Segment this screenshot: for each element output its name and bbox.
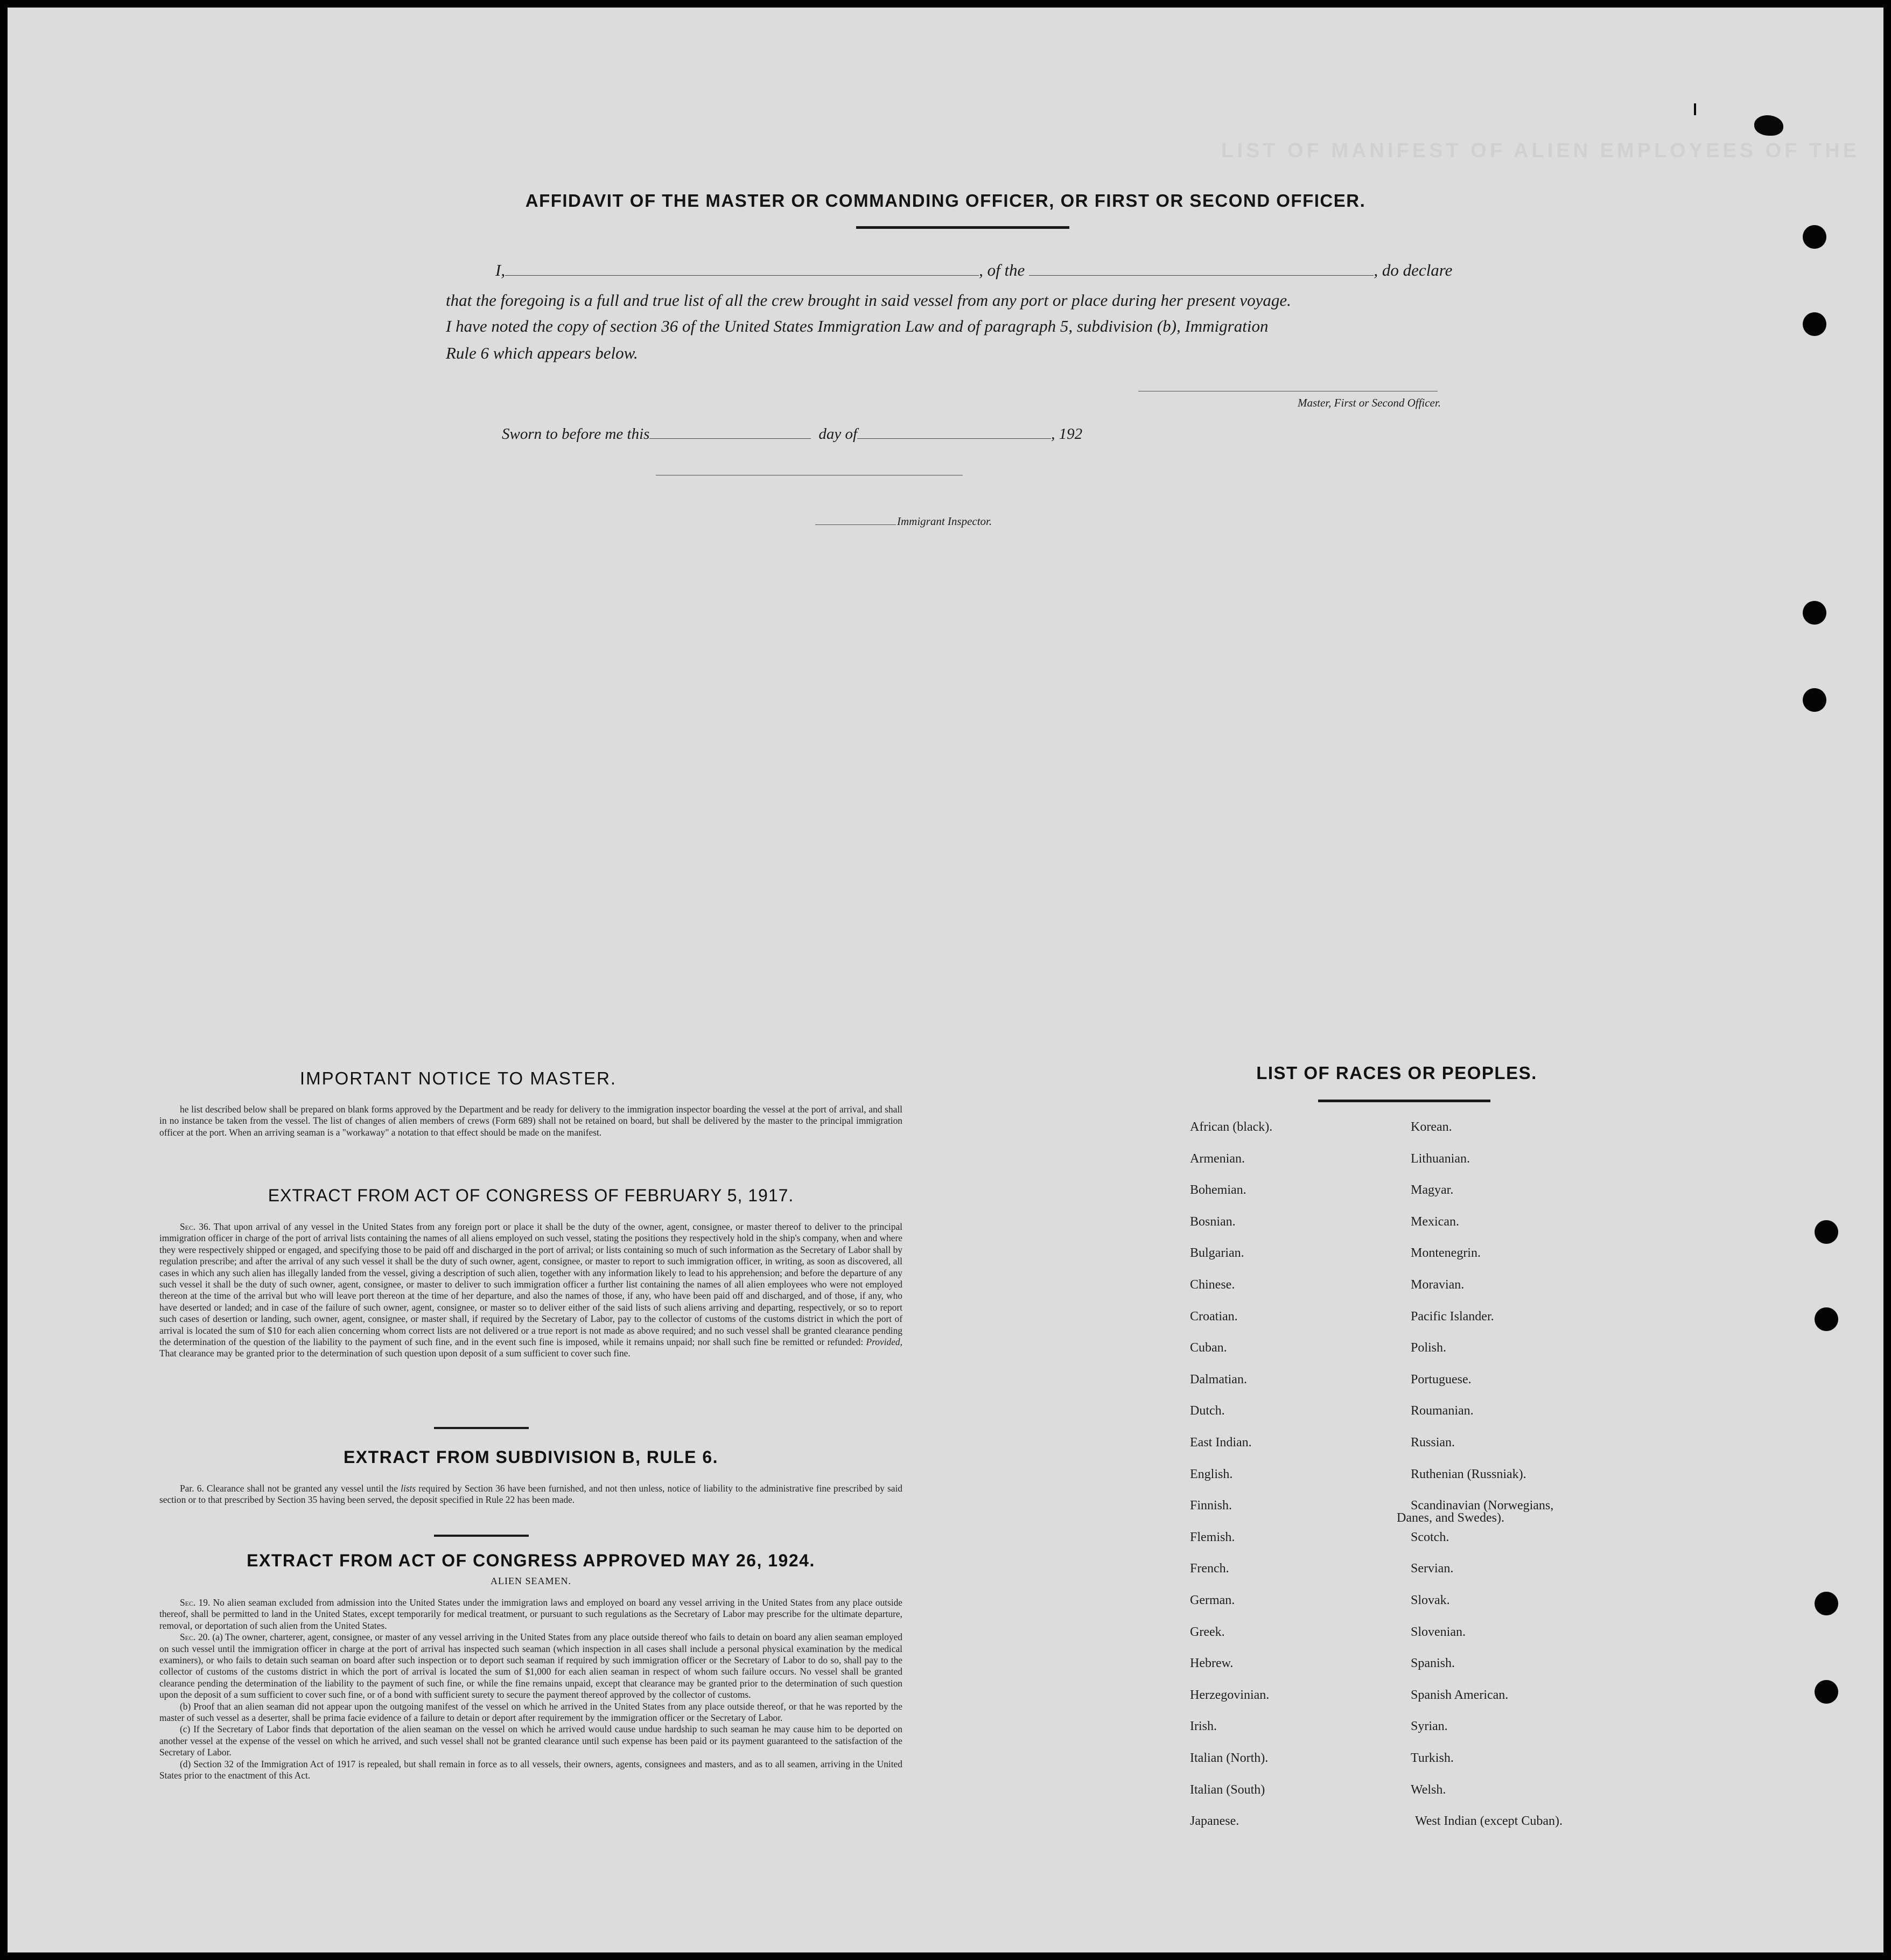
race-item: Herzegovinian. [1190,1688,1270,1702]
race-item: Spanish. [1411,1656,1455,1671]
affidavit-of-the-label: , of the [979,261,1025,279]
race-item: Dutch. [1190,1404,1225,1418]
extract-rule6-title: EXTRACT FROM SUBDIVISION B, RULE 6. [343,1447,719,1467]
sec-19-text: No alien seaman excluded from admission into the United States under the immigration laws and employed on board any vessel arriving in the United States from any place outside thereof, shall be permitted to land in the United States, except temporarily for medical treatment, or pursuant to such regulations as the Secretary of Labor may prescribe for the ultimate departure, removal, or deportation of such alien from the United States. [159,1597,902,1631]
inspector-label: Immigrant Inspector. [897,515,992,528]
race-item: Portuguese. [1411,1372,1472,1387]
race-item: Italian (South) [1190,1782,1265,1797]
race-item: Finnish. [1190,1499,1232,1513]
sworn-label: Sworn to before me this [502,425,650,443]
race-item: Japanese. [1190,1814,1239,1829]
sec-36-label: Sec. 36. [180,1221,211,1232]
race-scandinavian-continued: Danes, and Swedes). [1397,1511,1504,1525]
sec-36-text: That upon arrival of any vessel in the United States from any foreign port or place it shall be the duty of the owner, agent, consignee, or master thereof to deliver to the principal immigration officer in charge of the port of arrival lists containing the names of all aliens employed on such vessel, stating the positions they respectively hold in the ship's company, when and where they were respectively shipped or engaged, and specifying those to be paid off and discharged in the port of arrival; or lists containing so much of such information as the Secretary of Labor shall by regulation prescribe; and after the arrival of any such vessel it shall be the duty of such owner, agent, consignee, or master to report to such immigration officer, in writing, as soon as discovered, all cases in which any such alien has illegally landed from the vessel, giving a description of such alien, together with any information likely to lead to his apprehension; and before the departure of any such vessel it shall be the duty of such owner, agent, consignee, or master to deliver to such immigration officer a further list containing the names of all alien employees who were not employed thereon at the time of the arrival but who will leave port thereon at the time of her departure, and also the names of those, if any, who have been paid off and discharged, and of those, if any, who have deserted or landed; and in case of the failure of such owner, agent, consignee, or master so to deliver either of the said lists of such aliens arriving and departing, respectively, or so to report such cases of desertion or landing, such owner, agent, consignee, or master shall, if required by the Secretary of Labor, pay to the collector of customs of the customs district in which the port of arrival is located the sum of $10 for each alien concerning whom correct lists are not delivered or a true report is not made as above required; and no such vessel shall be granted clearance pending the determination of the question of the liability to the payment of such fine, and in the event such fine is imposed, while it remains unpaid; nor shall such fine be remitted or refunded: [159,1221,902,1348]
race-item: Russian. [1411,1436,1455,1450]
ink-mark [1694,103,1696,115]
binder-hole [1815,1680,1838,1704]
affidavit-declare-label: , do declare [1374,261,1453,279]
race-item: Syrian. [1411,1719,1448,1734]
binder-hole [1815,1592,1838,1615]
document-page [8,8,1883,1952]
inspector-title-line [815,524,896,525]
affidavit-line-1 [495,261,1452,280]
race-item: Armenian. [1190,1151,1245,1166]
race-item: Montenegrin. [1411,1246,1481,1261]
race-item: English. [1190,1467,1233,1481]
race-item: Pacific Islander. [1411,1309,1494,1324]
race-item: Magyar. [1411,1183,1454,1198]
affidavit-line-3: I have noted the copy of section 36 of the United States Immigration Law and of paragraph 5, subdivision (b), Immigration [446,317,1269,335]
affidavit-title: AFFIDAVIT OF THE MASTER OR COMMANDING OFFICER, OR FIRST OR SECOND OFFICER. [525,191,1366,211]
affidavit-title-rule [856,226,1069,229]
section-divider [434,1535,529,1537]
vessel-name-blank[interactable] [1029,275,1374,276]
extract-1917-title: EXTRACT FROM ACT OF CONGRESS OF FEBRUARY 5, 1917. [268,1186,794,1205]
binder-hole [1815,1220,1838,1244]
race-item: Croatian. [1190,1309,1238,1324]
section-divider [434,1427,529,1429]
race-item: Scotch. [1411,1530,1449,1544]
day-of-label: day of [818,425,858,443]
affidavit-line-4: Rule 6 which appears below. [446,344,638,362]
race-item: Bosnian. [1190,1214,1236,1229]
binder-hole [1803,312,1826,336]
lists-word: lists [401,1483,416,1494]
race-item: Cuban. [1190,1341,1227,1355]
race-item: Polish. [1411,1341,1447,1355]
race-item: Lithuanian. [1411,1151,1470,1166]
race-item: Spanish American. [1411,1688,1509,1702]
rule6-text-b: required by Section 36 have been furnished, and not then unless, notice of liability to the administrative fine prescribed by said section or to that prescribed by Section 35 having been served, the deposit specified in Rule 22 has been made. [159,1483,903,1506]
sec-19-label: Sec. 19. [180,1597,211,1608]
officer-name-blank[interactable] [505,275,979,276]
sec-20b-text: (b) Proof that an alien seaman did not appear upon the outgoing manifest of the vessel on which he arrived in the United States from any place outside thereof, or that he was reported by the master of such vessel as a deserter, shall be prima facie evidence of a failure to detain or deport after requirement by the immigration officer or the Secretary of Labor. [159,1700,902,1724]
extract-1917-text [159,1221,902,1360]
sworn-day-blank[interactable] [649,438,811,439]
sworn-line [502,425,1082,443]
year-label: , 192 [1051,425,1083,443]
race-item: Mexican. [1411,1214,1459,1229]
race-item: Bulgarian. [1190,1246,1244,1261]
race-item: Hebrew. [1190,1656,1234,1671]
race-item: Dalmatian. [1190,1372,1247,1387]
proviso-label: Provided, [866,1336,902,1348]
race-item: Korean. [1411,1120,1452,1134]
extract-rule6-text [159,1483,902,1506]
race-item: French. [1190,1562,1229,1576]
race-item: Scandinavian (Norwegians, [1411,1499,1554,1513]
race-item: Flemish. [1190,1530,1235,1544]
race-item: Slovak. [1411,1593,1450,1607]
race-item: Irish. [1190,1719,1217,1734]
race-item: East Indian. [1190,1436,1252,1450]
extract-1924-text [159,1597,902,1782]
notice-text [159,1104,902,1138]
sec-20a-text: (a) The owner, charterer, agent, consignee, or master of any vessel arriving in the United States from any place outside thereof who fails to detain on board any alien seaman employed on such vessel until the immigration officer in charge at the port of arrival has inspected such seaman (which inspection in all cases shall include a personal physical examination by the medical examiners), or who fails to detain such seaman on board after such inspection or to deport such seaman if required by such immigration officer or the Secretary of Labor to do so, shall pay to the collector of customs of the customs district in which the port of arrival is located the sum of $1,000 for each alien seaman in respect of whom such failure occurs. No vessel shall be granted clearance pending the determination of the liability to the payment of such fine, or while the fine remains unpaid, except that clearance may be granted prior to the determination of such question upon the deposit of a sum sufficient to cover such fine, or of a bond with sufficient surety to secure the payment thereof approved by the collector of customs. [159,1632,902,1700]
extract-1924-title: EXTRACT FROM ACT OF CONGRESS APPROVED MAY 26, 1924. [247,1551,815,1570]
master-signature-label: Master, First or Second Officer. [1298,396,1441,409]
race-item: Italian (North). [1190,1751,1269,1765]
bleed-through-text: LIST OF MANIFEST OF ALIEN EMPLOYEES OF THE [1221,139,1860,162]
race-item: Roumanian. [1411,1404,1474,1418]
race-item: Greek. [1190,1625,1225,1639]
race-item: Servian. [1411,1562,1454,1576]
binder-hole [1803,225,1826,249]
ink-blot [1754,115,1783,136]
race-item: Chinese. [1190,1278,1235,1292]
rule6-text-a: Clearance shall not be granted any vessel until the [206,1483,398,1494]
binder-hole [1803,601,1826,625]
affidavit-i-label: I, [495,261,506,279]
sec-20c-text: (c) If the Secretary of Labor finds that deportation of the alien seaman on the vessel on which he arrived would cause undue hardship to such seaman he may cause him to be deported on another vessel at the expense of the vessel on which he arrived, and such vessel shall not be granted clearance until such expense has been paid or its payment guaranteed to the satisfaction of the Secretary of Labor. [159,1724,902,1758]
sec-20-label: Sec. 20. [180,1632,210,1643]
race-item: Ruthenian (Russniak). [1411,1467,1526,1481]
binder-hole [1815,1307,1838,1331]
notice-title: IMPORTANT NOTICE TO MASTER. [299,1068,617,1088]
alien-seamen-subtitle: ALIEN SEAMEN. [491,1576,571,1586]
sworn-month-blank[interactable] [857,438,1051,439]
sec-20d-text: (d) Section 32 of the Immigration Act of 1917 is repealed, but shall remain in force as to all vessels, their owners, agents, consignees and masters, and as to all seamen, arriving in the United States prior to the enactment of this Act. [159,1758,902,1781]
race-item: African (black). [1190,1120,1273,1134]
races-title: LIST OF RACES OR PEOPLES. [1256,1063,1537,1083]
binder-hole [1803,688,1826,712]
sec-36-text-end: That clearance may be granted prior to the determination of such question upon deposit of a sum sufficient to cover such fine. [159,1348,631,1359]
race-item: Moravian. [1411,1278,1465,1292]
races-title-rule [1318,1100,1490,1102]
affidavit-line-2: that the foregoing is a full and true list of all the crew brought in said vessel from any port or place during her present voyage. [446,291,1291,310]
par-6-label: Par. 6. [180,1483,204,1494]
notice-paragraph: he list described below shall be prepared on blank forms approved by the Department and be ready for delivery to the immigration inspector boarding the vessel at the port of arrival, and shall in no instance be taken from the vessel. The list of changes of alien members of crews (Form 689) shall not be retained on board, but shall be delivered by the master to the principal immigration officer at the port. When an arriving seaman is a "workaway" a notation to that effect should be made on the manifest. [159,1104,902,1138]
race-item: Welsh. [1411,1782,1446,1797]
race-item: Turkish. [1411,1751,1454,1765]
race-item: Bohemian. [1190,1183,1246,1198]
race-item: West Indian (except Cuban). [1415,1814,1563,1829]
race-item: Slovenian. [1411,1625,1466,1639]
race-item: German. [1190,1593,1235,1607]
